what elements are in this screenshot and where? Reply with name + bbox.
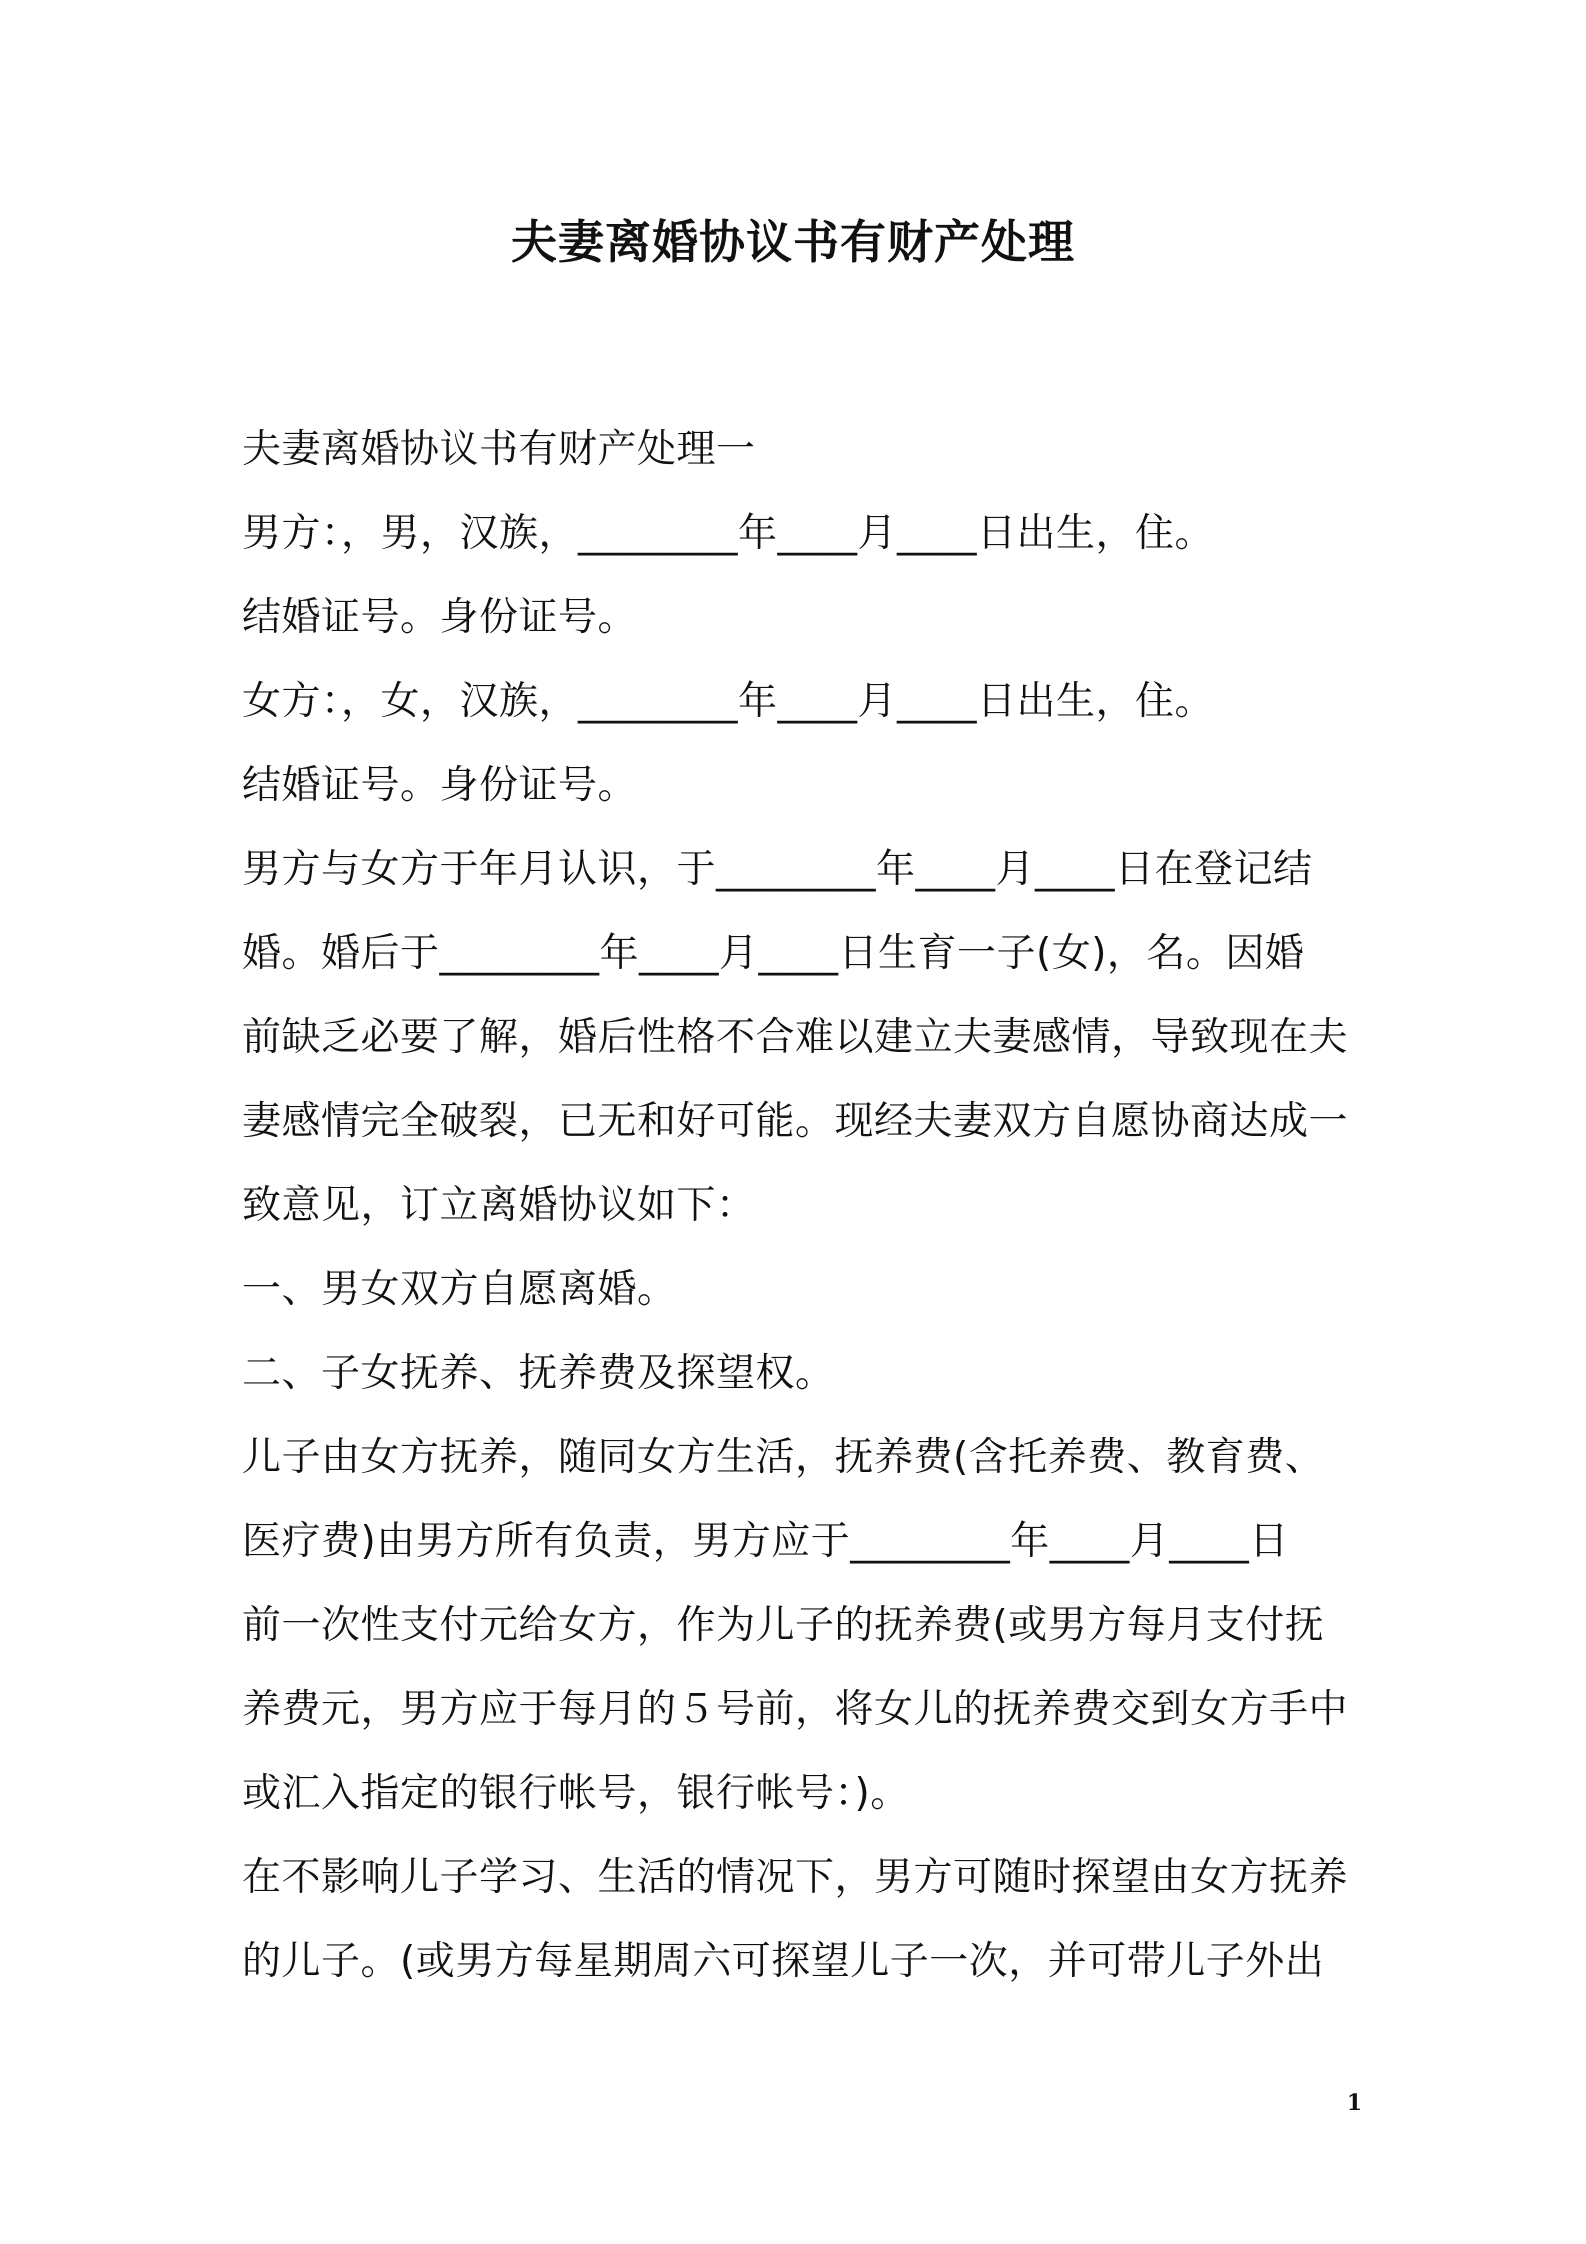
document-title: 夫妻离婚协议书有财产处理 [511, 215, 1075, 269]
page-number: 1 [1346, 2090, 1362, 2116]
paragraph-line: 女方：，女，汉族，________年____月____日出生，住。 [242, 679, 1215, 724]
paragraph-line: 的儿子。(或男方每星期周六可探望儿子一次，并可带儿子外出 [242, 1939, 1325, 1984]
paragraph-line: 前一次性支付元给女方，作为儿子的抚养费(或男方每月支付抚 [242, 1603, 1325, 1648]
paragraph-line: 或汇入指定的银行帐号，银行帐号：)。 [242, 1771, 910, 1816]
paragraph-line: 养费元，男方应于每月的５号前，将女儿的抚养费交到女方手中 [242, 1687, 1349, 1732]
paragraph-line: 前缺乏必要了解，婚后性格不合难以建立夫妻感情，导致现在夫 [242, 1015, 1349, 1060]
document-body [242, 408, 1352, 2004]
paragraph-line: 男方与女方于年月认识，于________年____月____日在登记结 [242, 847, 1313, 892]
paragraph-line: 在不影响儿子学习、生活的情况下，男方可随时探望由女方抚养 [242, 1855, 1349, 1900]
paragraph-line: 致意见，订立离婚协议如下： [242, 1183, 756, 1228]
paragraph-line: 儿子由女方抚养，随同女方生活，抚养费(含托养费、教育费、 [242, 1435, 1325, 1480]
paragraph-line: 结婚证号。身份证号。 [242, 595, 638, 640]
paragraph-line: 婚。婚后于________年____月____日生育一子(女)，名。因婚 [242, 931, 1305, 976]
paragraph-line: 妻感情完全破裂，已无和好可能。现经夫妻双方自愿协商达成一 [242, 1099, 1349, 1144]
clause-line: 二、子女抚养、抚养费及探望权。 [242, 1351, 835, 1396]
clause-line: 一、男女双方自愿离婚。 [242, 1267, 677, 1312]
paragraph-line: 结婚证号。身份证号。 [242, 763, 638, 808]
paragraph-line: 医疗费)由男方所有负责，男方应于________年____月____日 [242, 1519, 1289, 1564]
section-heading: 夫妻离婚协议书有财产处理一 [242, 427, 756, 472]
paragraph-line: 男方：，男，汉族，________年____月____日出生，住。 [242, 511, 1215, 556]
